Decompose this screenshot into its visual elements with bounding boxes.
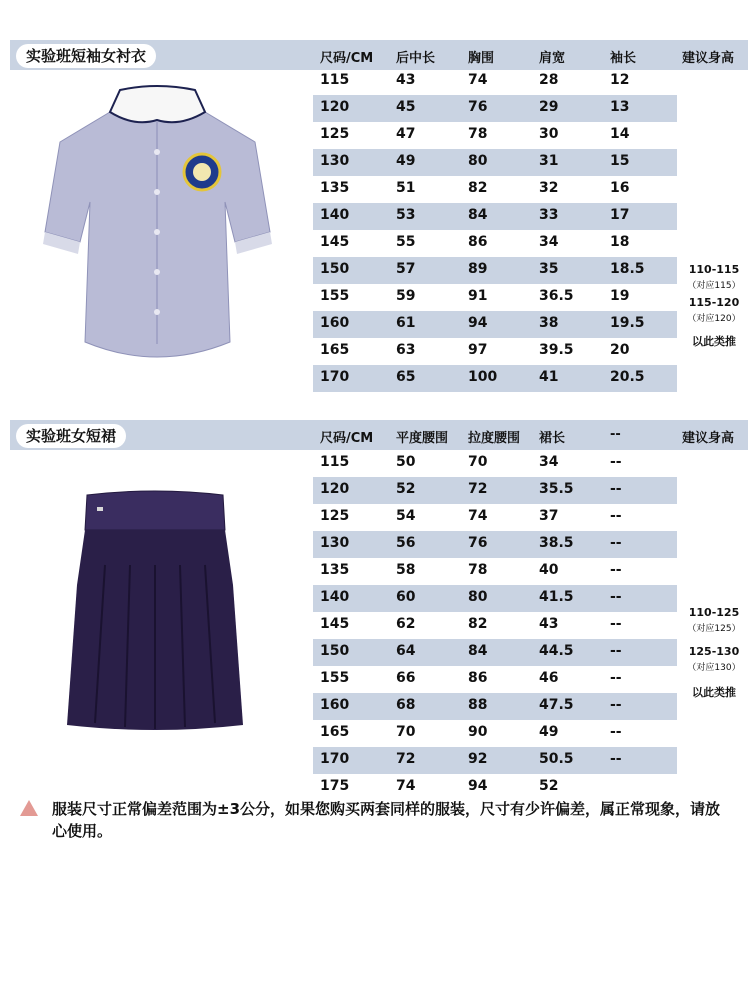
table-cell: 92 <box>468 751 488 767</box>
table-cell: 97 <box>468 342 488 358</box>
table-cell: 120 <box>320 99 350 115</box>
table-cell: 91 <box>468 288 488 304</box>
table-cell: 18.5 <box>610 261 645 277</box>
table-cell: 150 <box>320 261 350 277</box>
table-cell: 165 <box>320 724 350 740</box>
table-cell: 28 <box>539 72 559 88</box>
table-row <box>313 477 677 504</box>
table-cell: 12 <box>610 72 630 88</box>
table-row <box>313 720 677 747</box>
size-tolerance-note: 服装尺寸正常偏差范围为±3公分，如果您购买两套同样的服装，尺寸有少许偏差，属正常现象，请放心使用。 <box>52 800 721 840</box>
skirt-col-stretch-waist: 拉度腰围 <box>468 431 521 446</box>
skirt-col-blank: -- <box>610 427 621 442</box>
table-cell: 59 <box>396 288 416 304</box>
table-cell: 70 <box>468 454 488 470</box>
shirt-col-height: 建议身高 <box>682 51 735 66</box>
skirt-col-length: 裙长 <box>539 431 566 446</box>
table-cell: 47.5 <box>539 697 574 713</box>
table-cell: 45 <box>396 99 416 115</box>
table-cell: 125 <box>320 126 350 142</box>
table-cell: -- <box>610 724 622 740</box>
table-cell: 115 <box>320 454 350 470</box>
table-cell: 84 <box>468 643 488 659</box>
table-cell: 65 <box>396 369 416 385</box>
table-cell: 165 <box>320 342 350 358</box>
table-cell: -- <box>610 454 622 470</box>
shirt-col-shoulder: 肩宽 <box>539 51 566 66</box>
table-cell: 120 <box>320 481 350 497</box>
table-cell: 78 <box>468 126 488 142</box>
table-cell: 34 <box>539 454 559 470</box>
table-cell: -- <box>610 562 622 578</box>
shirt-suggest-b-map: （对应120） <box>687 314 741 324</box>
table-cell: 86 <box>468 234 488 250</box>
table-cell: -- <box>610 751 622 767</box>
table-cell: 155 <box>320 288 350 304</box>
table-cell: 140 <box>320 589 350 605</box>
table-cell: 37 <box>539 508 559 524</box>
table-cell: 170 <box>320 751 350 767</box>
table-cell: 140 <box>320 207 350 223</box>
table-cell: 40 <box>539 562 559 578</box>
table-cell: 90 <box>468 724 488 740</box>
table-cell: 74 <box>468 72 488 88</box>
table-cell: 36.5 <box>539 288 574 304</box>
table-cell: 88 <box>468 697 488 713</box>
table-cell: 38 <box>539 315 559 331</box>
table-row <box>313 504 677 531</box>
table-cell: 68 <box>396 697 416 713</box>
skirt-suggest-b-map: （对应130） <box>687 663 741 673</box>
table-cell: 17 <box>610 207 630 223</box>
table-cell: 56 <box>396 535 416 551</box>
table-cell: 30 <box>539 126 559 142</box>
shirt-suggest-b-range: 115-120 <box>688 296 740 309</box>
table-cell: 150 <box>320 643 350 659</box>
table-cell: 145 <box>320 616 350 632</box>
table-cell: 160 <box>320 697 350 713</box>
table-cell: 31 <box>539 153 559 169</box>
table-cell: 58 <box>396 562 416 578</box>
table-cell: 80 <box>468 589 488 605</box>
table-cell: 78 <box>468 562 488 578</box>
table-cell: 38.5 <box>539 535 574 551</box>
table-cell: 130 <box>320 535 350 551</box>
shirt-title: 实验班短袖女衬衣 <box>16 44 156 68</box>
table-row <box>313 257 677 284</box>
table-cell: 130 <box>320 153 350 169</box>
table-cell: 63 <box>396 342 416 358</box>
shirt-col-sleeve: 袖长 <box>610 51 637 66</box>
table-cell: 33 <box>539 207 559 223</box>
table-row <box>313 531 677 558</box>
table-cell: 170 <box>320 369 350 385</box>
table-row <box>313 693 677 720</box>
table-row <box>313 639 677 666</box>
table-cell: -- <box>610 508 622 524</box>
skirt-suggest-etc: 以此类推 <box>692 686 736 699</box>
table-row <box>313 338 677 365</box>
table-row <box>313 585 677 612</box>
table-row <box>313 149 677 176</box>
table-cell: 13 <box>610 99 630 115</box>
table-row <box>313 365 677 392</box>
skirt-suggest-b-range: 125-130 <box>688 645 740 658</box>
table-row <box>313 284 677 311</box>
table-cell: 62 <box>396 616 416 632</box>
table-cell: 64 <box>396 643 416 659</box>
table-cell: 16 <box>610 180 630 196</box>
table-cell: 49 <box>539 724 559 740</box>
skirt-col-size: 尺码/CM <box>320 431 374 446</box>
table-cell: -- <box>610 670 622 686</box>
table-cell: 74 <box>468 508 488 524</box>
skirt-suggest-a-range: 110-125 <box>688 606 740 619</box>
table-cell: 52 <box>539 778 559 794</box>
skirt-image <box>65 485 245 735</box>
table-cell: 18 <box>610 234 630 250</box>
table-row <box>313 68 677 95</box>
table-cell: -- <box>610 481 622 497</box>
skirt-col-height: 建议身高 <box>682 431 735 446</box>
table-cell: 35 <box>539 261 559 277</box>
table-row <box>313 612 677 639</box>
shirt-col-chest: 胸围 <box>468 51 495 66</box>
table-cell: 160 <box>320 315 350 331</box>
table-cell: 41.5 <box>539 589 574 605</box>
table-cell: 135 <box>320 562 350 578</box>
table-cell: 82 <box>468 180 488 196</box>
table-cell: 100 <box>468 369 498 385</box>
table-cell: 115 <box>320 72 350 88</box>
table-cell: 57 <box>396 261 416 277</box>
table-cell: 175 <box>320 778 350 794</box>
table-cell: 76 <box>468 99 488 115</box>
skirt-col-flat-waist: 平度腰围 <box>396 431 449 446</box>
table-cell: 70 <box>396 724 416 740</box>
table-cell: 43 <box>539 616 559 632</box>
skirt-suggest-a-map: （对应125） <box>687 624 741 634</box>
table-cell: 50 <box>396 454 416 470</box>
table-cell: -- <box>610 643 622 659</box>
table-row <box>313 122 677 149</box>
table-row <box>313 558 677 585</box>
table-cell: 72 <box>468 481 488 497</box>
shirt-col-back-length: 后中长 <box>396 51 436 66</box>
table-cell: 125 <box>320 508 350 524</box>
shirt-suggest-a-range: 110-115 <box>688 263 740 276</box>
table-row <box>313 203 677 230</box>
shirt-image <box>40 82 275 372</box>
table-cell: 20.5 <box>610 369 645 385</box>
table-row <box>313 311 677 338</box>
table-cell: 15 <box>610 153 630 169</box>
table-cell: 55 <box>396 234 416 250</box>
table-row <box>313 230 677 257</box>
table-cell: 72 <box>396 751 416 767</box>
table-cell: -- <box>610 589 622 605</box>
shirt-col-size: 尺码/CM <box>320 51 374 66</box>
table-cell: 82 <box>468 616 488 632</box>
table-cell: 49 <box>396 153 416 169</box>
table-row <box>313 774 677 801</box>
shirt-suggest-a-map: （对应115） <box>687 281 741 291</box>
table-cell: 61 <box>396 315 416 331</box>
table-cell: 94 <box>468 315 488 331</box>
table-cell: 29 <box>539 99 559 115</box>
table-row <box>313 95 677 122</box>
table-cell: -- <box>610 697 622 713</box>
table-cell: 44.5 <box>539 643 574 659</box>
table-cell: 145 <box>320 234 350 250</box>
table-cell: 135 <box>320 180 350 196</box>
table-cell: 46 <box>539 670 559 686</box>
table-row <box>313 666 677 693</box>
table-row <box>313 176 677 203</box>
table-cell: 51 <box>396 180 416 196</box>
shirt-suggest-etc: 以此类推 <box>692 335 736 348</box>
table-cell: 89 <box>468 261 488 277</box>
table-cell: 43 <box>396 72 416 88</box>
table-cell: 20 <box>610 342 630 358</box>
table-cell: 14 <box>610 126 630 142</box>
table-cell: 76 <box>468 535 488 551</box>
table-cell: 53 <box>396 207 416 223</box>
table-cell: 47 <box>396 126 416 142</box>
table-cell: 35.5 <box>539 481 574 497</box>
table-cell: 19.5 <box>610 315 645 331</box>
table-row <box>313 747 677 774</box>
table-cell: 86 <box>468 670 488 686</box>
table-cell: 41 <box>539 369 559 385</box>
table-cell: 155 <box>320 670 350 686</box>
table-row <box>313 450 677 477</box>
table-cell: 74 <box>396 778 416 794</box>
warning-triangle-icon <box>20 800 38 816</box>
table-cell: -- <box>610 616 622 632</box>
table-cell: 50.5 <box>539 751 574 767</box>
table-cell: 94 <box>468 778 488 794</box>
table-cell: 84 <box>468 207 488 223</box>
table-cell: 66 <box>396 670 416 686</box>
skirt-title: 实验班女短裙 <box>16 424 126 448</box>
table-cell: 80 <box>468 153 488 169</box>
table-cell: 19 <box>610 288 630 304</box>
table-cell: 32 <box>539 180 559 196</box>
table-cell: 52 <box>396 481 416 497</box>
table-cell: 34 <box>539 234 559 250</box>
table-cell: 54 <box>396 508 416 524</box>
table-cell: 60 <box>396 589 416 605</box>
table-cell: 39.5 <box>539 342 574 358</box>
table-cell: -- <box>610 535 622 551</box>
